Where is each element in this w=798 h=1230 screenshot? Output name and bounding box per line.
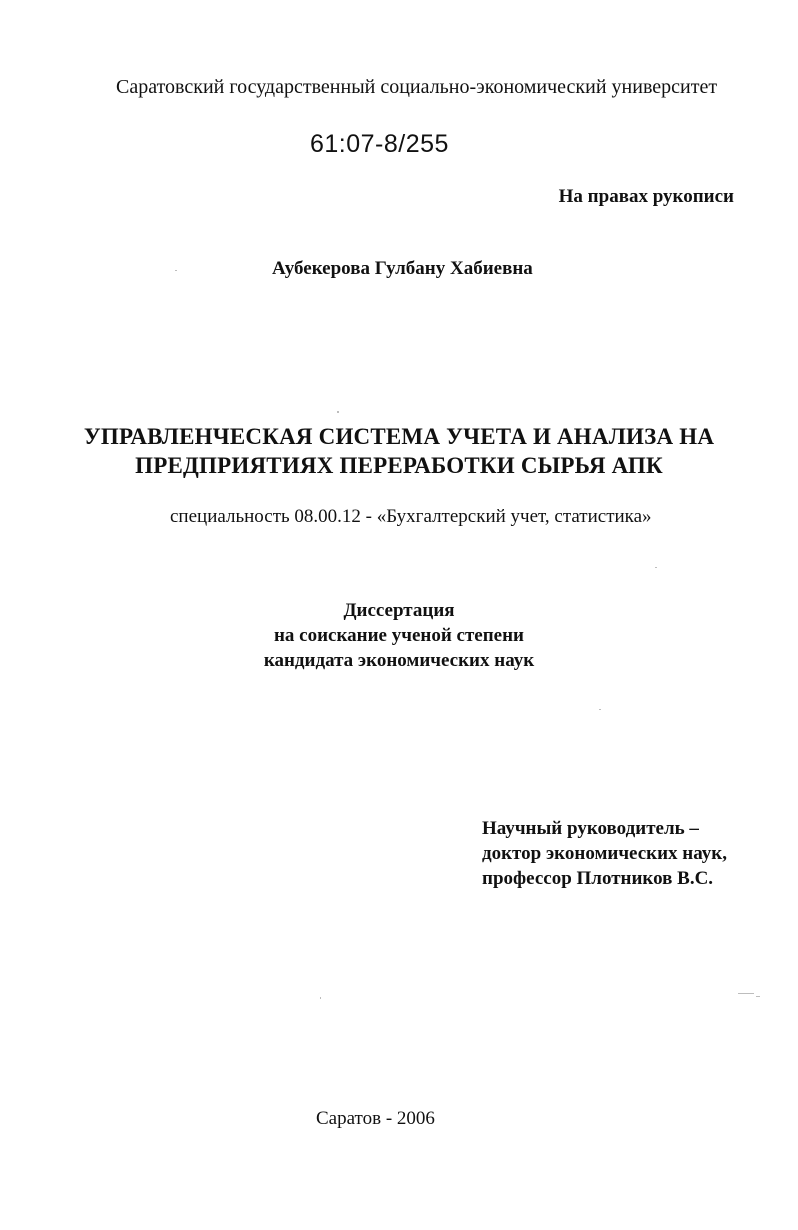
rights-notice: На правах рукописи [558,186,734,207]
supervisor-line-1: Научный руководитель – [482,818,699,839]
degree-line-2: кандидата экономических наук [263,650,535,671]
author-name: Аубекерова Гулбану Хабиевна [272,258,533,279]
dissertation-label: Диссертация [343,600,455,621]
city-year: Саратов - 2006 [316,1108,435,1129]
degree-line-1: на соискание ученой степени [273,625,524,646]
catalog-code: 61:07-8/255 [310,130,449,158]
supervisor-line-2: доктор экономических наук, [482,843,727,864]
scan-speck [756,996,760,997]
scan-speck [599,709,601,710]
specialty-line: специальность 08.00.12 - «Бухгалтерский учет, статистика» [170,506,652,527]
scan-speck [738,993,754,994]
supervisor-line-3: профессор Плотников В.С. [482,868,714,889]
dissertation-title-line-1: УПРАВЛЕНЧЕСКАЯ СИСТЕМА УЧЕТА И АНАЛИЗА НА [83,424,715,449]
university-name: Саратовский государственный социально-экономический университет [116,76,718,98]
scan-speck [655,567,657,568]
scan-speck [175,270,177,271]
scan-speck [337,411,339,413]
scan-speck [320,997,321,999]
dissertation-title-line-2: ПРЕДПРИЯТИЯХ ПЕРЕРАБОТКИ СЫРЬЯ АПК [135,453,663,478]
